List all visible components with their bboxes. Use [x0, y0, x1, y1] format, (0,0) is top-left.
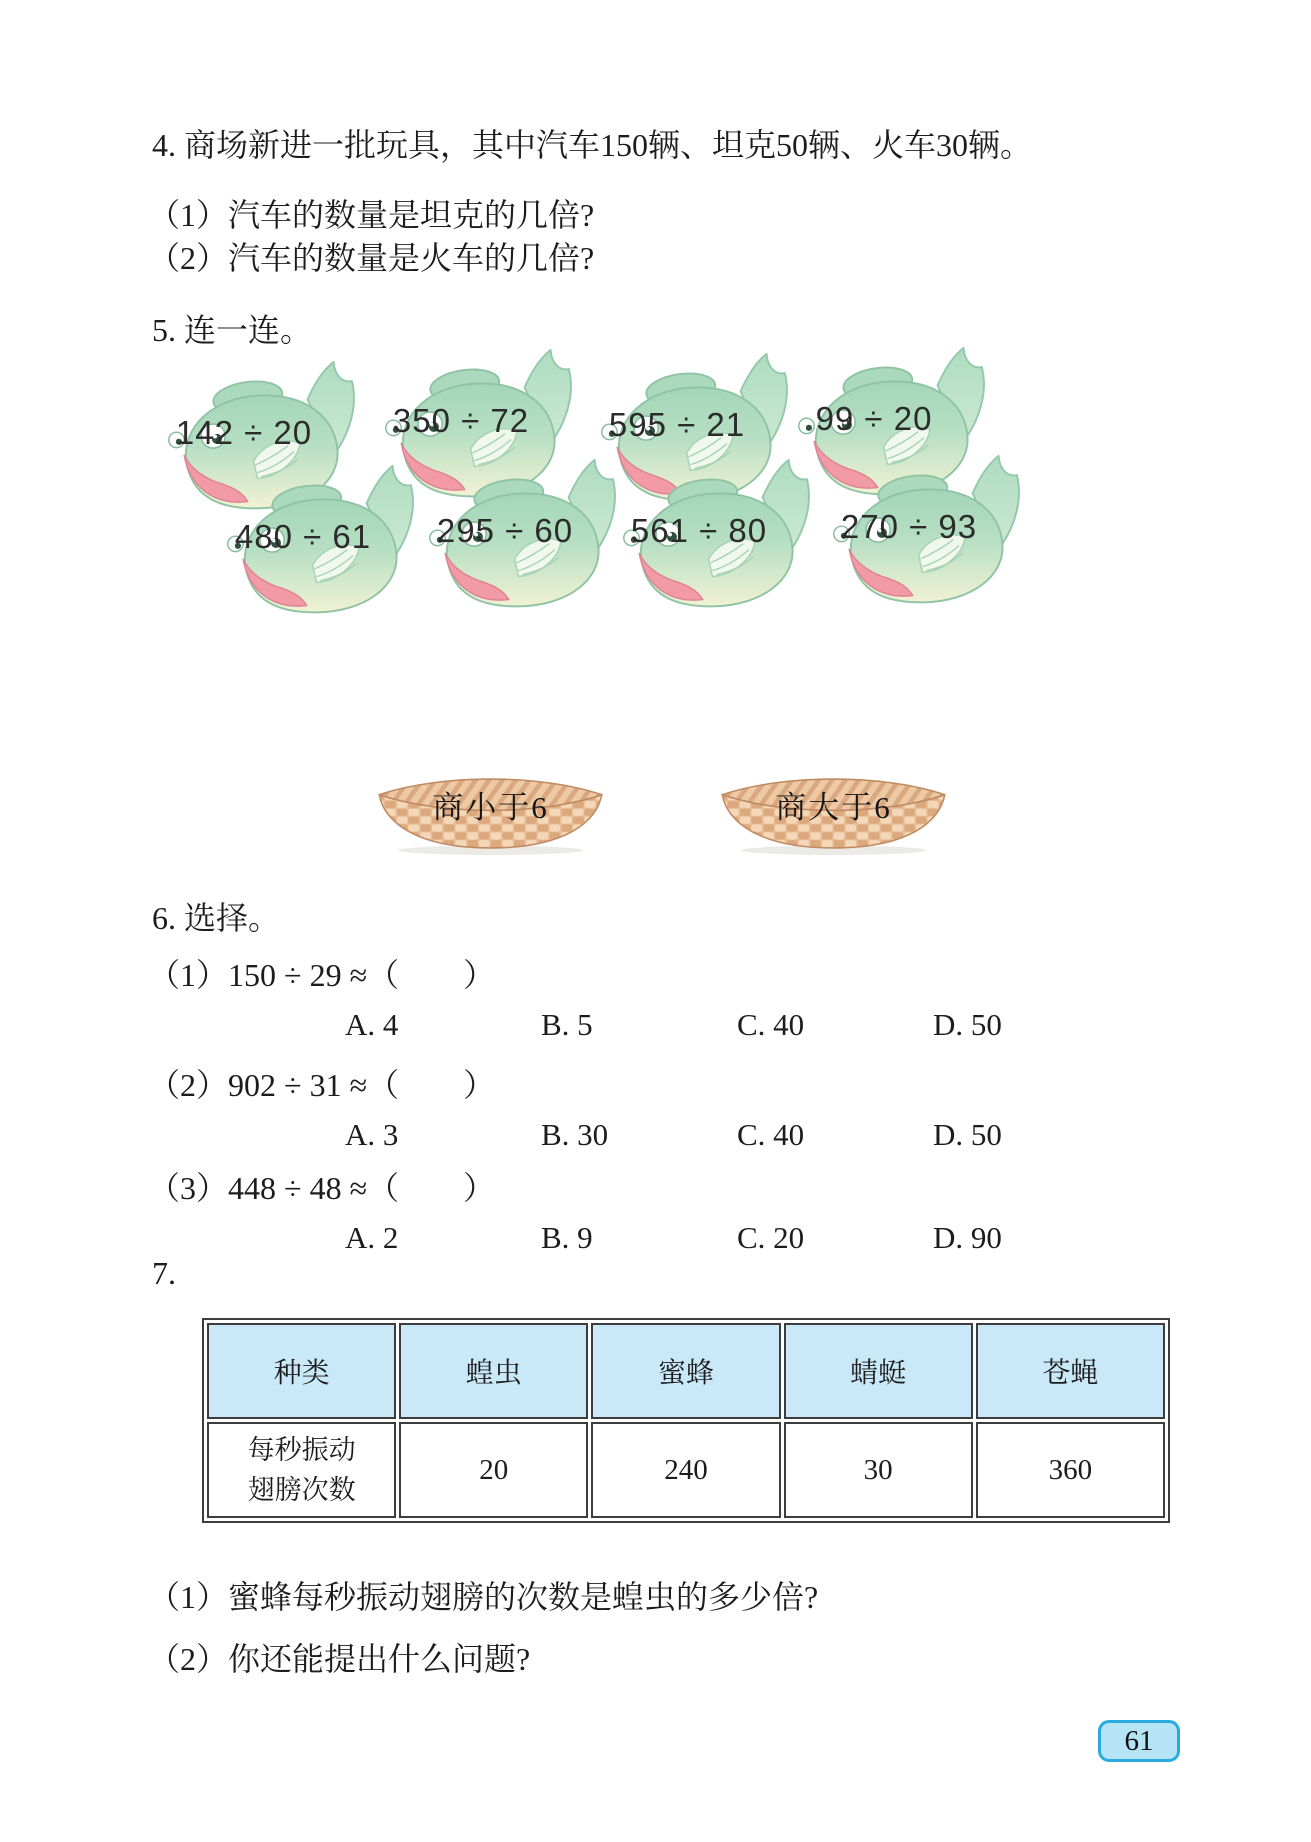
table-value-cell: 20	[399, 1422, 588, 1518]
option: A. 2	[345, 1220, 399, 1255]
problem6-q3-stem: （3）448 ÷ 48 ≈（ ）	[148, 1170, 496, 1206]
problem7-title: 7.	[152, 1255, 176, 1291]
matching-exercise-area	[0, 340, 1311, 885]
option: D. 50	[933, 1117, 1002, 1152]
fish-expression: 99 ÷ 20	[815, 400, 933, 437]
fish-expression: 561 ÷ 80	[630, 512, 768, 549]
option: D. 90	[933, 1220, 1002, 1255]
option: C. 20	[737, 1220, 805, 1255]
problem6-q1-stem: （1）150 ÷ 29 ≈（ ）	[148, 957, 496, 993]
table-header-row	[207, 1323, 1165, 1419]
fish-expression: 595 ÷ 21	[608, 406, 746, 443]
table-row-label: 每秒振动 翅膀次数	[207, 1422, 396, 1518]
fish-expression: 295 ÷ 60	[436, 512, 574, 549]
table-value-row	[207, 1422, 1165, 1518]
problem4-item-1: （1）汽车的数量是坦克的几倍?	[148, 197, 595, 233]
table-value-cell: 30	[784, 1422, 973, 1518]
option: A. 4	[345, 1007, 399, 1042]
table-header-cell: 蜜蜂	[591, 1323, 780, 1419]
problem4-item-2: （2）汽车的数量是火车的几倍?	[148, 240, 595, 276]
problem5-title: 5. 连一连。	[152, 312, 313, 348]
option: B. 5	[541, 1007, 593, 1042]
basket-label: 商大于6	[775, 790, 892, 825]
option: D. 50	[933, 1007, 1002, 1042]
problem7-item-1: （1）蜜蜂每秒振动翅膀的次数是蝗虫的多少倍?	[148, 1579, 819, 1615]
insect-wing-table	[202, 1318, 1170, 1523]
problem4-title: 4. 商场新进一批玩具，其中汽车150辆、坦克50辆、火车30辆。	[152, 127, 1033, 163]
fish-expression: 270 ÷ 93	[840, 508, 978, 545]
option: B. 9	[541, 1220, 593, 1255]
fish-card	[424, 452, 636, 618]
fish-card	[222, 458, 434, 624]
fish-card	[828, 448, 1040, 614]
fish-expression: 350 ÷ 72	[392, 402, 530, 439]
table-value-cell: 240	[591, 1422, 780, 1518]
fish-expression: 480 ÷ 61	[234, 518, 372, 555]
problem6-q1-options	[345, 1007, 1129, 1043]
problem6-q3-options	[345, 1220, 1129, 1256]
page-number-badge: 61	[1098, 1720, 1180, 1762]
table-value-cell: 360	[976, 1422, 1165, 1518]
table-header-cell: 苍蝇	[976, 1323, 1165, 1419]
basket-card	[373, 760, 608, 867]
basket-label: 商小于6	[432, 790, 549, 825]
table-header-cell: 蝗虫	[399, 1323, 588, 1419]
basket-card	[716, 760, 951, 867]
option: A. 3	[345, 1117, 399, 1152]
option: C. 40	[737, 1007, 805, 1042]
fish-card	[618, 452, 830, 618]
problem7-item-2: （2）你还能提出什么问题?	[148, 1641, 531, 1677]
fish-expression: 142 ÷ 20	[175, 414, 313, 451]
table-header-cell: 种类	[207, 1323, 396, 1419]
problem6-title: 6. 选择。	[152, 900, 281, 936]
table-header-cell: 蜻蜓	[784, 1323, 973, 1419]
problem6-q2-options	[345, 1117, 1129, 1153]
option: B. 30	[541, 1117, 609, 1152]
problem6-q2-stem: （2）902 ÷ 31 ≈（ ）	[148, 1067, 496, 1103]
option: C. 40	[737, 1117, 805, 1152]
